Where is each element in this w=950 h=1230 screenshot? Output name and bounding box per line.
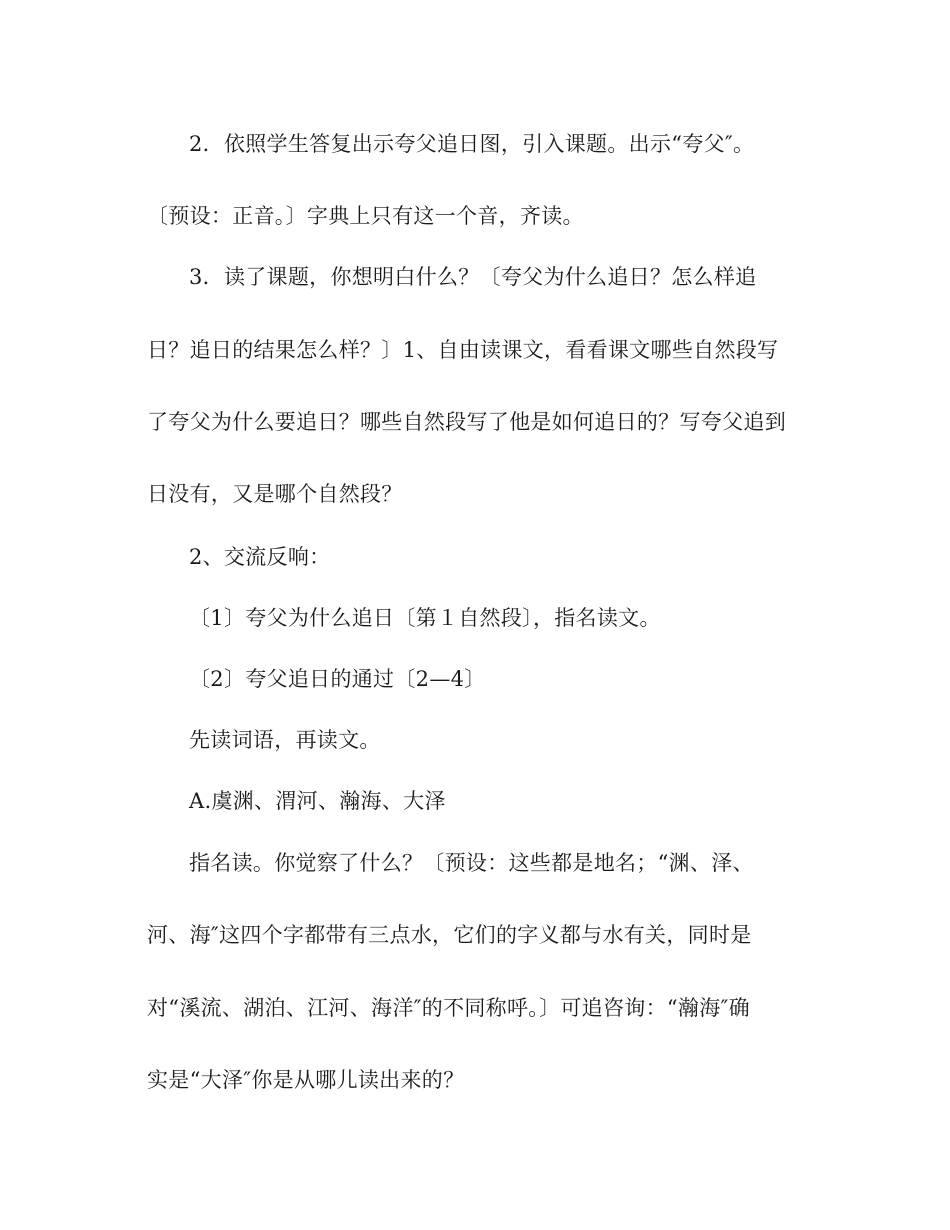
- paragraph-line: 〔1〕夸父为什么追日〔第１自然段〕，指名读文。: [189, 606, 661, 630]
- paragraph-line: 先读词语，再读文。: [189, 728, 381, 752]
- paragraph-line: 指名读。你觉察了什么？〔预设：这些都是地名；“渊、泽、: [189, 851, 754, 875]
- paragraph-line: 3．读了课题，你想明白什么？〔夸父为什么追日？怎么样追: [189, 265, 757, 289]
- paragraph-line: 日？追日的结果怎么样？〕1、自由读课文，看看课文哪些自然段写: [147, 338, 779, 362]
- paragraph-line: 了夸父为什么要追日？哪些自然段写了他是如何追日的？写夸父追到: [147, 410, 786, 434]
- paragraph-line: A.虞渊、渭河、瀚海、大泽: [189, 789, 446, 813]
- paragraph-line: 〔2〕夸父追日的通过〔2—4〕: [189, 667, 486, 691]
- paragraph-line: 2、交流反响：: [189, 545, 331, 569]
- paragraph-line: 对“溪流、湖泊、江河、海洋″的不同称呼。〕可追咨询：“瀚海″确: [147, 996, 750, 1020]
- paragraph-line: 河、海″这四个字都带有三点水，它们的字义都与水有关，同时是: [147, 923, 752, 947]
- paragraph-line: 〔预设：正音。〕字典上只有这一个音，齐读。: [147, 204, 584, 228]
- paragraph-line: 日没有，又是哪个自然段？: [147, 482, 403, 506]
- paragraph-line: 实是“大泽″你是从哪儿读出来的？: [147, 1068, 465, 1092]
- paragraph-line: 2．依照学生答复出示夸父追日图，引入课题。出示“夸父″。: [189, 132, 755, 156]
